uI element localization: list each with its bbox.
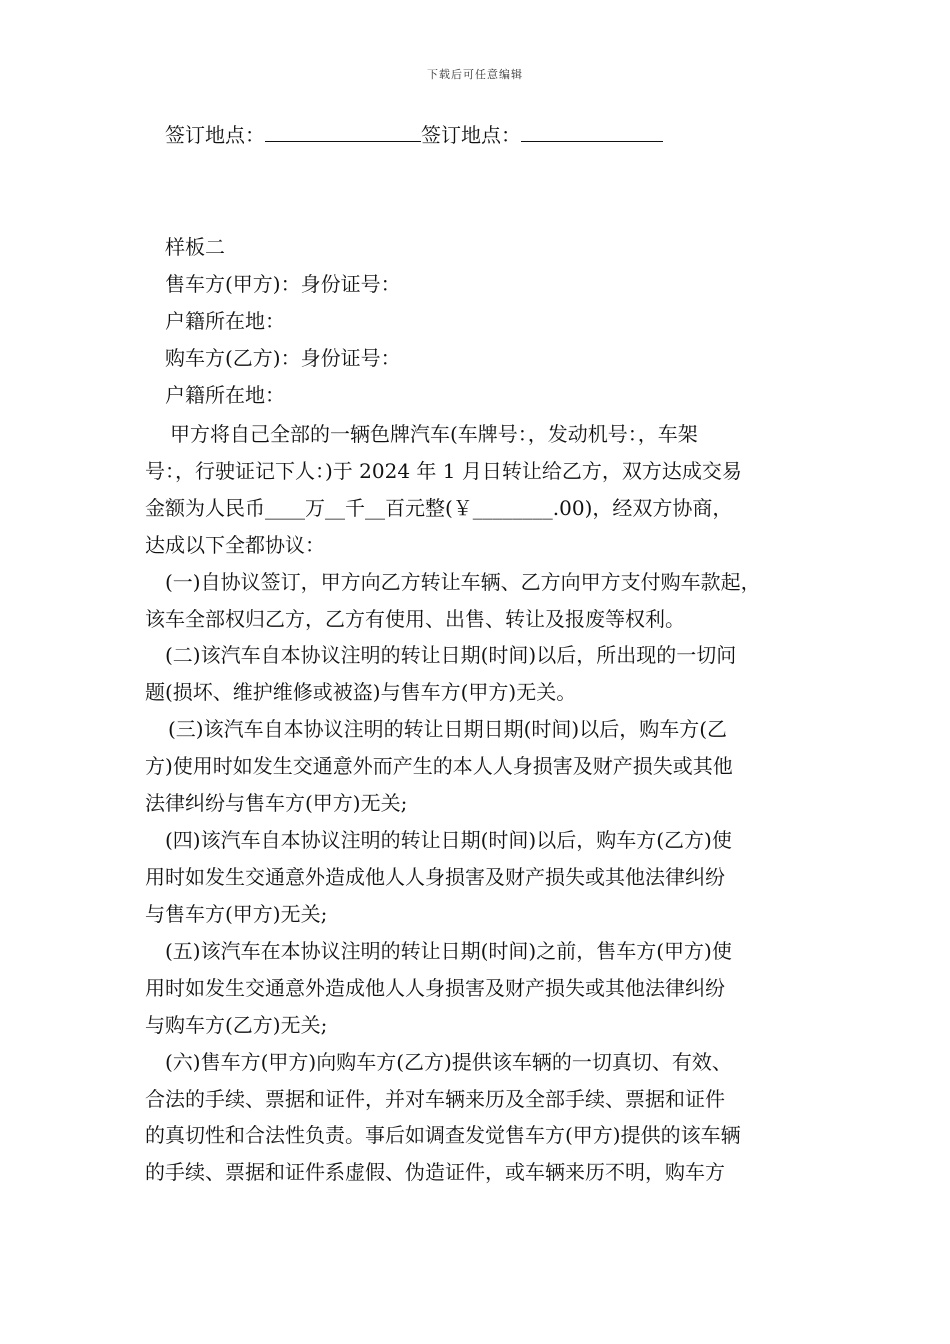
paragraph-line: 号：，行驶证记下人：)于 2024 年 1 月日转让给乙方，双方达成交易 — [145, 459, 742, 483]
seller-id-line: 售车方(甲方)：身份证号： — [165, 272, 401, 296]
clause-5-line: 与购车方(乙方)无关; — [145, 1013, 328, 1037]
clause-5-line: 用时如发生交通意外造成他人人身损害及财产损失或其他法律纠纷 — [145, 976, 725, 1000]
clause-3-line: 方)使用时如发生交通意外而产生的本人人身损害及财产损失或其他 — [145, 754, 733, 778]
clause-5-line: (五)该汽车在本协议注明的转让日期(时间)之前，售车方(甲方)使 — [165, 939, 732, 963]
clause-6-line: 的真切性和合法性负责。事后如调查发觉售车方(甲方)提供的该车辆 — [145, 1123, 741, 1147]
clause-1-line: 该车全部权归乙方，乙方有使用、出售、转让及报废等权利。 — [145, 607, 685, 631]
header-note: 下载后可任意编辑 — [427, 68, 523, 81]
clause-4-line: 与售车方(甲方)无关; — [145, 902, 328, 926]
section-title: 样板二 — [165, 235, 225, 259]
clause-6-line: 合法的手续、票据和证件，并对车辆来历及全部手续、票据和证件 — [145, 1087, 725, 1111]
signing-place-blank-1 — [265, 121, 421, 142]
clause-2-line: 题(损坏、维护维修或被盗)与售车方(甲方)无关。 — [145, 680, 577, 704]
signing-place-label-1: 签订地点： — [165, 123, 265, 147]
buyer-id-line: 购车方(乙方)：身份证号： — [165, 346, 401, 370]
paragraph-line: 甲方将自己全部的一辆色牌汽车(车牌号：，发动机号：，车架 — [170, 422, 698, 446]
clause-2-line: (二)该汽车自本协议注明的转让日期(时间)以后，所出现的一切问 — [165, 643, 737, 667]
clause-1-line: (一)自协议签订，甲方向乙方转让车辆、乙方向甲方支付购车款起， — [165, 570, 761, 594]
clause-6-line: (六)售车方(甲方)向购车方(乙方)提供该车辆的一切真切、有效、 — [165, 1050, 732, 1074]
clause-3-line: 法律纠纷与售车方(甲方)无关; — [145, 791, 408, 815]
paragraph-line: 达成以下全都协议： — [145, 533, 325, 557]
seller-residence-line: 户籍所在地： — [165, 309, 285, 333]
clause-4-line: 用时如发生交通意外造成他人人身损害及财产损失或其他法律纠纷 — [145, 865, 725, 889]
paragraph-line: 金额为人民币____万__千__百元整(￥________.00)，经双方协商， — [145, 496, 733, 520]
clause-3-line: (三)该汽车自本协议注明的转让日期日期(时间)以后，购车方(乙 — [168, 717, 728, 741]
signing-place-blank-2 — [521, 121, 663, 142]
clause-4-line: (四)该汽车自本协议注明的转让日期(时间)以后，购车方(乙方)使 — [165, 828, 732, 852]
buyer-residence-line: 户籍所在地： — [165, 383, 285, 407]
signing-place-label-2: 签订地点： — [421, 123, 521, 147]
signing-place-row — [165, 121, 663, 149]
clause-6-line: 的手续、票据和证件系虚假、伪造证件，或车辆来历不明，购车方 — [145, 1160, 725, 1184]
